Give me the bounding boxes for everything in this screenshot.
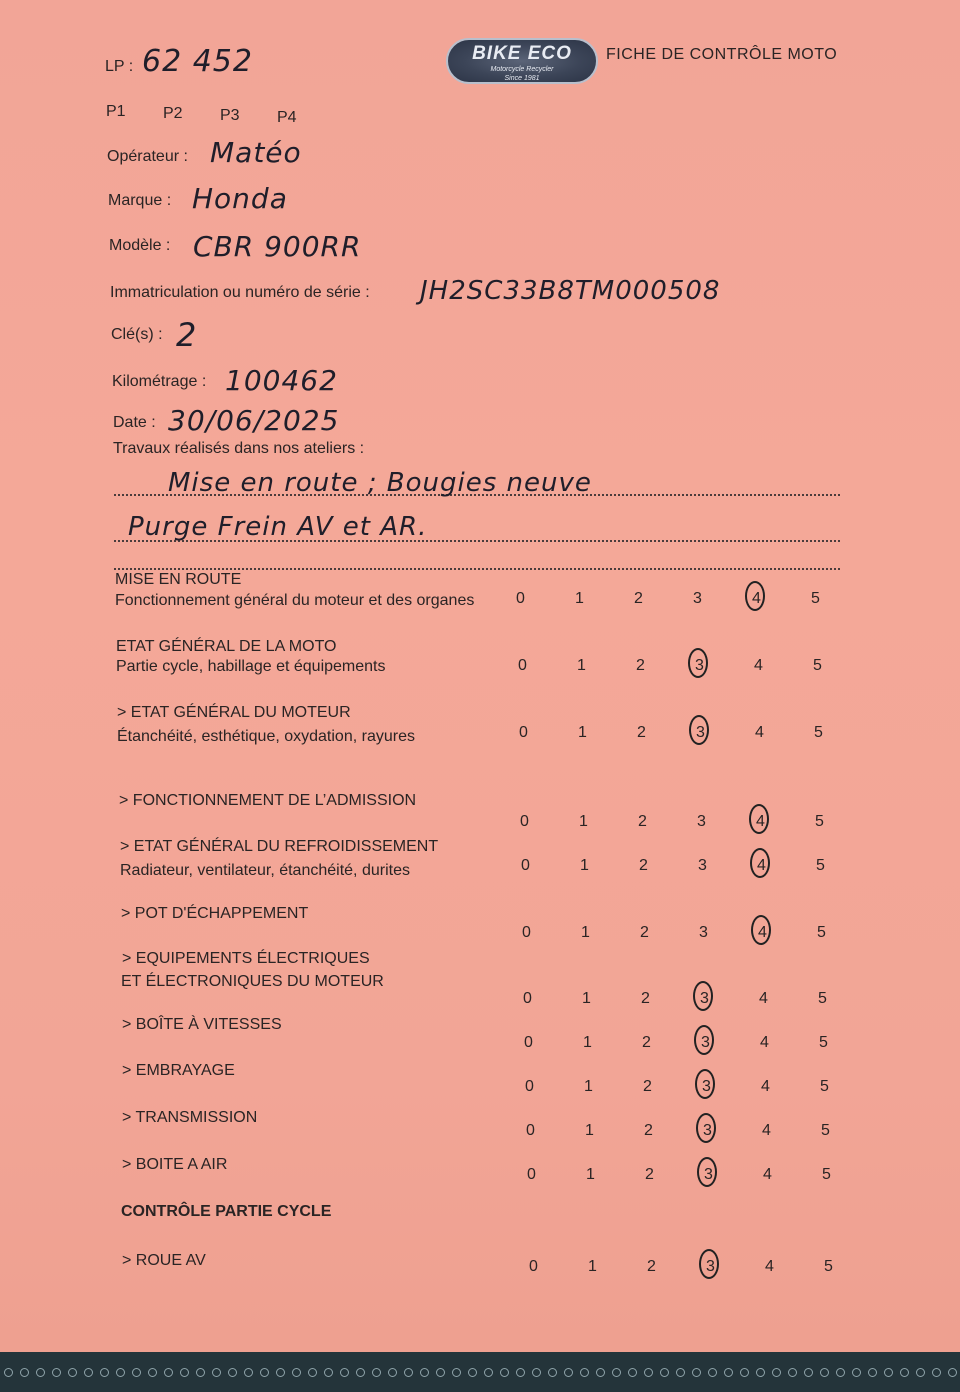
rating-number: 3 <box>700 990 709 1007</box>
section-rating-scale <box>523 990 877 1008</box>
rating-number: 5 <box>815 813 824 830</box>
rating-number: 5 <box>819 1034 828 1051</box>
cycle-item-title: > ROUE AV <box>122 1252 206 1269</box>
rating-option-2[interactable] <box>644 1122 703 1140</box>
binder-hole <box>20 1368 29 1377</box>
binder-hole <box>852 1368 861 1377</box>
binder-hole <box>596 1368 605 1377</box>
cycle-rating-scale <box>529 1258 883 1276</box>
rating-number: 0 <box>527 1166 536 1183</box>
binder-hole <box>628 1368 637 1377</box>
binder-hole <box>884 1368 893 1377</box>
rating-number: 4 <box>755 724 764 741</box>
binder-hole <box>804 1368 813 1377</box>
bike-eco-logo <box>446 38 598 84</box>
position-p4: P4 <box>277 109 297 126</box>
binder-hole <box>692 1368 701 1377</box>
section-rating-scale <box>518 657 872 675</box>
binder-strip <box>0 1352 960 1392</box>
operateur-value: Matéo <box>210 136 302 169</box>
rating-option-0[interactable] <box>524 1034 583 1052</box>
section-subtitle: Fonctionnement général du moteur et des organes <box>115 592 475 609</box>
rating-option-3[interactable] <box>695 657 754 675</box>
rating-number: 0 <box>525 1078 534 1095</box>
rating-number: 4 <box>757 857 766 874</box>
rating-number: 2 <box>636 657 645 674</box>
rating-number: 3 <box>706 1258 715 1275</box>
binder-hole <box>516 1368 525 1377</box>
binder-hole <box>740 1368 749 1377</box>
rating-number: 4 <box>752 590 761 607</box>
binder-hole <box>116 1368 125 1377</box>
rating-option-0[interactable] <box>526 1122 585 1140</box>
binder-hole <box>356 1368 365 1377</box>
binder-hole <box>916 1368 925 1377</box>
binder-hole <box>340 1368 349 1377</box>
rating-number: 3 <box>697 813 706 830</box>
binder-hole <box>292 1368 301 1377</box>
binder-hole <box>180 1368 189 1377</box>
travaux-line-2: Purge Frein AV et AR. <box>128 512 428 542</box>
rating-number: 2 <box>644 1122 653 1139</box>
rating-number: 5 <box>811 590 820 607</box>
binder-hole <box>900 1368 909 1377</box>
rating-number: 5 <box>821 1122 830 1139</box>
section-rating-scale <box>525 1078 879 1096</box>
rating-number: 2 <box>641 990 650 1007</box>
rating-option-3[interactable] <box>703 1122 762 1140</box>
rating-option-3[interactable] <box>693 590 752 608</box>
rating-number: 1 <box>588 1258 597 1275</box>
lp-label: LP : <box>105 58 134 75</box>
rating-option-1[interactable] <box>588 1258 647 1276</box>
section-rating-scale <box>524 1034 878 1052</box>
rating-option-5[interactable] <box>816 857 875 875</box>
rating-option-3[interactable] <box>702 1078 761 1096</box>
binder-hole <box>756 1368 765 1377</box>
rating-option-4[interactable] <box>757 857 816 875</box>
rating-option-4[interactable] <box>761 1078 820 1096</box>
binder-hole <box>324 1368 333 1377</box>
binder-hole <box>132 1368 141 1377</box>
travaux-label: Travaux réalisés dans nos ateliers : <box>113 440 365 457</box>
marque-label: Marque : <box>108 192 172 209</box>
rating-option-2[interactable] <box>642 1034 701 1052</box>
immatriculation-label: Immatriculation ou numéro de série : <box>110 284 370 301</box>
rating-number: 1 <box>575 590 584 607</box>
section-title: > EMBRAYAGE <box>122 1062 235 1079</box>
section-title: > ETAT GÉNÉRAL DU REFROIDISSEMENT <box>120 838 439 855</box>
cles-label: Clé(s) : <box>111 326 163 343</box>
rating-number: 2 <box>639 857 648 874</box>
binder-hole <box>564 1368 573 1377</box>
logo-since: Since 1981 <box>504 75 540 82</box>
position-p2: P2 <box>163 105 183 122</box>
rating-option-5[interactable] <box>824 1258 883 1276</box>
section-rating-scale <box>521 857 875 875</box>
rating-number: 1 <box>581 924 590 941</box>
rating-number: 2 <box>642 1034 651 1051</box>
section-subtitle: Radiateur, ventilateur, étanchéité, durites <box>120 862 410 879</box>
rating-option-4[interactable] <box>758 924 817 942</box>
section-title: > TRANSMISSION <box>122 1109 258 1126</box>
rating-option-0[interactable] <box>523 990 582 1008</box>
rating-number: 4 <box>763 1166 772 1183</box>
kilometrage-value: 100462 <box>225 364 338 397</box>
rating-number: 4 <box>765 1258 774 1275</box>
rating-number: 1 <box>584 1078 593 1095</box>
section-rating-scale <box>519 724 873 742</box>
position-p3: P3 <box>220 107 240 124</box>
rating-number: 3 <box>696 724 705 741</box>
rating-number: 1 <box>586 1166 595 1183</box>
rating-option-5[interactable] <box>819 1034 878 1052</box>
rating-option-3[interactable] <box>699 924 758 942</box>
rating-number: 0 <box>522 924 531 941</box>
rating-number: 3 <box>704 1166 713 1183</box>
section-title: > BOITE A AIR <box>122 1156 228 1173</box>
section-title: MISE EN ROUTE <box>115 571 242 588</box>
binder-hole <box>532 1368 541 1377</box>
rating-number: 0 <box>521 857 530 874</box>
rating-number: 3 <box>699 924 708 941</box>
rating-number: 3 <box>703 1122 712 1139</box>
rating-option-4[interactable] <box>760 1034 819 1052</box>
rating-number: 1 <box>579 813 588 830</box>
binder-hole <box>452 1368 461 1377</box>
binder-hole <box>772 1368 781 1377</box>
rating-number: 5 <box>814 724 823 741</box>
rating-number: 4 <box>762 1122 771 1139</box>
rating-number: 5 <box>816 857 825 874</box>
section-subtitle: Étanchéité, esthétique, oxydation, rayures <box>117 728 415 745</box>
rating-number: 5 <box>818 990 827 1007</box>
rating-option-4[interactable] <box>765 1258 824 1276</box>
logo-name: BIKE ECO <box>472 43 572 64</box>
date-label: Date : <box>113 414 156 431</box>
binder-hole <box>372 1368 381 1377</box>
binder-hole <box>788 1368 797 1377</box>
rating-option-0[interactable] <box>518 657 577 675</box>
rating-number: 1 <box>577 657 586 674</box>
rating-option-4[interactable] <box>755 724 814 742</box>
date-value: 30/06/2025 <box>168 404 340 437</box>
rating-number: 4 <box>756 813 765 830</box>
rating-option-5[interactable] <box>813 657 872 675</box>
rating-option-2[interactable] <box>637 724 696 742</box>
rating-option-1[interactable] <box>584 1078 643 1096</box>
rating-number: 0 <box>526 1122 535 1139</box>
binder-hole <box>932 1368 941 1377</box>
binder-hole <box>484 1368 493 1377</box>
rating-number: 4 <box>760 1034 769 1051</box>
binder-hole <box>36 1368 45 1377</box>
rating-number: 0 <box>518 657 527 674</box>
rating-number: 2 <box>634 590 643 607</box>
rating-number: 0 <box>524 1034 533 1051</box>
modele-value: CBR 900RR <box>193 230 362 263</box>
rating-number: 5 <box>817 924 826 941</box>
binder-hole <box>436 1368 445 1377</box>
rating-option-0[interactable] <box>525 1078 584 1096</box>
rating-option-4[interactable] <box>762 1122 821 1140</box>
rating-option-0[interactable] <box>521 857 580 875</box>
binder-hole <box>468 1368 477 1377</box>
rating-number: 0 <box>516 590 525 607</box>
rating-number: 3 <box>698 857 707 874</box>
rating-option-3[interactable] <box>696 724 755 742</box>
rating-option-1[interactable] <box>582 990 641 1008</box>
rating-option-5[interactable] <box>811 590 870 608</box>
rating-number: 1 <box>580 857 589 874</box>
rating-option-0[interactable] <box>520 813 579 831</box>
rating-option-3[interactable] <box>700 990 759 1008</box>
rating-number: 3 <box>693 590 702 607</box>
binder-hole <box>612 1368 621 1377</box>
binder-hole <box>148 1368 157 1377</box>
rating-option-2[interactable] <box>634 590 693 608</box>
rating-option-1[interactable] <box>581 924 640 942</box>
rating-option-0[interactable] <box>522 924 581 942</box>
lp-value: 62 452 <box>142 44 253 79</box>
rating-option-5[interactable] <box>814 724 873 742</box>
rating-option-2[interactable] <box>638 813 697 831</box>
kilometrage-label: Kilométrage : <box>112 373 207 390</box>
rating-number: 2 <box>645 1166 654 1183</box>
rating-number: 2 <box>637 724 646 741</box>
rating-number: 2 <box>647 1258 656 1275</box>
binder-hole <box>548 1368 557 1377</box>
rating-option-1[interactable] <box>583 1034 642 1052</box>
rating-option-2[interactable] <box>640 924 699 942</box>
rating-option-1[interactable] <box>577 657 636 675</box>
rating-option-1[interactable] <box>579 813 638 831</box>
section-rating-scale <box>526 1122 880 1140</box>
binder-hole <box>164 1368 173 1377</box>
rating-option-4[interactable] <box>752 590 811 608</box>
rating-number: 2 <box>643 1078 652 1095</box>
rating-number: 5 <box>822 1166 831 1183</box>
rating-option-3[interactable] <box>701 1034 760 1052</box>
rating-option-5[interactable] <box>817 924 876 942</box>
rating-number: 4 <box>761 1078 770 1095</box>
rating-number: 1 <box>585 1122 594 1139</box>
rating-option-1[interactable] <box>585 1122 644 1140</box>
binder-hole <box>52 1368 61 1377</box>
sheet-title: FICHE DE CONTRÔLE MOTO <box>606 46 838 63</box>
binder-hole <box>100 1368 109 1377</box>
rating-number: 3 <box>701 1034 710 1051</box>
binder-hole <box>868 1368 877 1377</box>
binder-hole <box>820 1368 829 1377</box>
binder-hole <box>228 1368 237 1377</box>
rating-option-5[interactable] <box>818 990 877 1008</box>
rating-option-0[interactable] <box>519 724 578 742</box>
rating-number: 5 <box>824 1258 833 1275</box>
binder-hole <box>196 1368 205 1377</box>
section-title: > ETAT GÉNÉRAL DU MOTEUR <box>117 704 351 721</box>
rating-option-1[interactable] <box>580 857 639 875</box>
section-title: > EQUIPEMENTS ÉLECTRIQUES <box>122 950 370 967</box>
rating-number: 2 <box>640 924 649 941</box>
section-subtitle: Partie cycle, habillage et équipements <box>116 658 386 675</box>
rating-number: 1 <box>583 1034 592 1051</box>
rating-option-5[interactable] <box>822 1166 881 1184</box>
rating-option-5[interactable] <box>821 1122 880 1140</box>
rating-number: 4 <box>759 990 768 1007</box>
cles-value: 2 <box>176 316 198 354</box>
rating-option-2[interactable] <box>636 657 695 675</box>
rating-option-0[interactable] <box>529 1258 588 1276</box>
rating-option-4[interactable] <box>754 657 813 675</box>
rating-option-0[interactable] <box>527 1166 586 1184</box>
rating-number: 1 <box>582 990 591 1007</box>
travaux-line-1: Mise en route ; Bougies neuve <box>168 468 592 498</box>
rating-option-4[interactable] <box>759 990 818 1008</box>
binder-hole <box>404 1368 413 1377</box>
binder-hole <box>836 1368 845 1377</box>
binder-hole <box>676 1368 685 1377</box>
binder-hole <box>244 1368 253 1377</box>
section-rating-scale <box>522 924 876 942</box>
logo-subtitle: Motorcycle Recycler <box>490 66 554 73</box>
rating-number: 0 <box>529 1258 538 1275</box>
rating-option-5[interactable] <box>820 1078 879 1096</box>
section-title: > POT D'ÉCHAPPEMENT <box>121 905 309 922</box>
rating-number: 5 <box>813 657 822 674</box>
section-title: > BOÎTE À VITESSES <box>122 1016 282 1033</box>
binder-hole <box>84 1368 93 1377</box>
rating-option-2[interactable] <box>641 990 700 1008</box>
section-rating-scale <box>527 1166 881 1184</box>
marque-value: Honda <box>192 182 288 215</box>
binder-hole <box>948 1368 957 1377</box>
binder-hole <box>660 1368 669 1377</box>
section-title: ETAT GÉNÉRAL DE LA MOTO <box>116 638 337 655</box>
binder-hole <box>644 1368 653 1377</box>
travaux-line-3-rule <box>114 568 840 570</box>
rating-number: 0 <box>523 990 532 1007</box>
rating-option-0[interactable] <box>516 590 575 608</box>
binder-hole <box>276 1368 285 1377</box>
rating-number: 0 <box>520 813 529 830</box>
binder-hole <box>68 1368 77 1377</box>
rating-option-4[interactable] <box>756 813 815 831</box>
rating-option-2[interactable] <box>643 1078 702 1096</box>
binder-hole <box>388 1368 397 1377</box>
binder-hole <box>308 1368 317 1377</box>
binder-hole <box>708 1368 717 1377</box>
rating-number: 3 <box>702 1078 711 1095</box>
binder-hole <box>260 1368 269 1377</box>
section-title: > FONCTIONNEMENT DE L’ADMISSION <box>119 792 417 809</box>
rating-number: 4 <box>758 924 767 941</box>
rating-option-2[interactable] <box>645 1166 704 1184</box>
rating-option-3[interactable] <box>706 1258 765 1276</box>
binder-hole <box>4 1368 13 1377</box>
rating-number: 1 <box>578 724 587 741</box>
rating-option-1[interactable] <box>586 1166 645 1184</box>
cycle-title: CONTRÔLE PARTIE CYCLE <box>121 1203 332 1220</box>
rating-option-3[interactable] <box>698 857 757 875</box>
section-rating-scale <box>516 590 870 608</box>
rating-option-3[interactable] <box>704 1166 763 1184</box>
rating-option-1[interactable] <box>578 724 637 742</box>
binder-hole <box>724 1368 733 1377</box>
binder-hole <box>420 1368 429 1377</box>
position-p1: P1 <box>106 103 126 120</box>
rating-option-5[interactable] <box>815 813 874 831</box>
rating-number: 0 <box>519 724 528 741</box>
rating-number: 3 <box>695 657 704 674</box>
modele-label: Modèle : <box>109 237 171 254</box>
rating-option-1[interactable] <box>575 590 634 608</box>
binder-hole <box>212 1368 221 1377</box>
rating-option-2[interactable] <box>639 857 698 875</box>
section-rating-scale <box>520 813 874 831</box>
rating-option-4[interactable] <box>763 1166 822 1184</box>
binder-hole <box>580 1368 589 1377</box>
rating-option-3[interactable] <box>697 813 756 831</box>
rating-number: 5 <box>820 1078 829 1095</box>
rating-number: 2 <box>638 813 647 830</box>
rating-number: 4 <box>754 657 763 674</box>
binder-hole <box>500 1368 509 1377</box>
operateur-label: Opérateur : <box>107 148 188 165</box>
rating-option-2[interactable] <box>647 1258 706 1276</box>
immatriculation-value: JH2SC33B8TM000508 <box>420 276 721 306</box>
section-subtitle: ET ÉLECTRONIQUES DU MOTEUR <box>121 973 384 990</box>
